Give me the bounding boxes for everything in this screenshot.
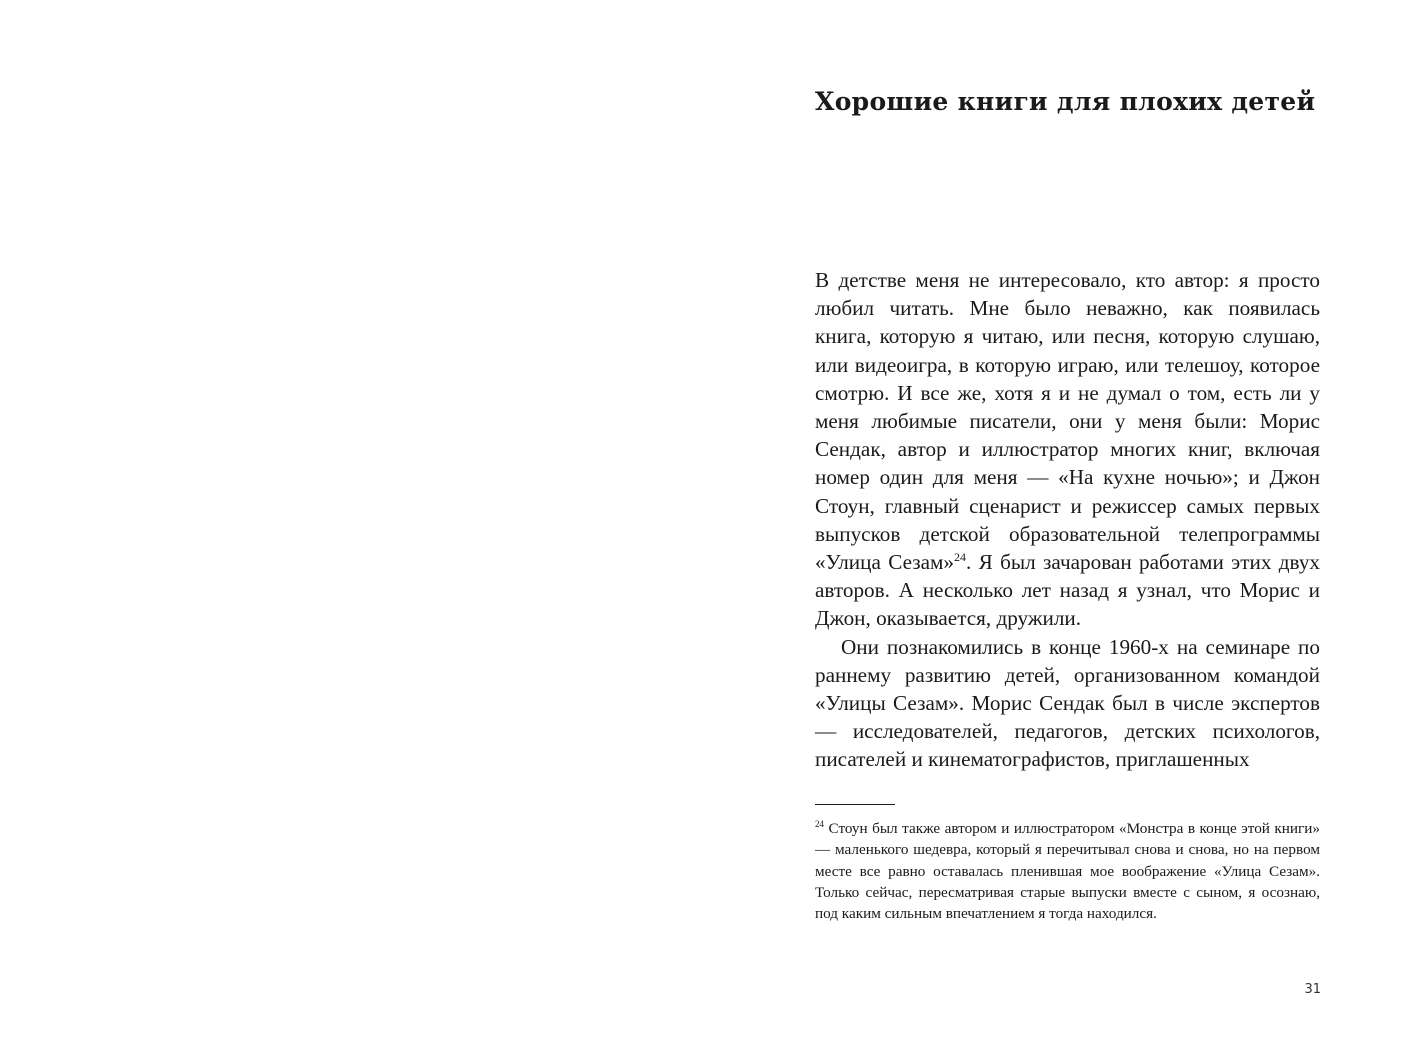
footnote-separator <box>815 804 895 805</box>
footnote-reference: 24 <box>954 549 967 564</box>
paragraph-2: Они познакомились в конце 1960-х на семинаре по раннему развитию детей, организованном командой «Улицы Сезам». Морис Сендак был в числе экспертов — исследователей, педагогов, детских психологов, писателей и кинематографистов, приглашенных <box>815 634 1320 772</box>
paragraph-1 <box>815 266 1320 633</box>
body-text <box>815 266 1320 774</box>
paragraph-1-text: В детстве меня не интересовало, кто автор: я просто любил читать. Мне было неважно, как появилась книга, которую я читаю, или песня, которую слушаю, или видеоигра, в которую играю, или телешоу, которое смотрю. И все же, хотя я и не думал о том, есть ли у меня любимые писатели, они у меня были: Морис Сендак, автор и иллюстратор многих книг, включая номер один для меня — «На кухне ночью»; и Джон Стоун, главный сценарист и режиссер самых первых выпусков детской образовательной телепрограммы «Улица Сезам» <box>815 268 1320 575</box>
right-page <box>705 0 1410 1050</box>
footnote-text: Стоун был также автором и иллюстратором «Монстра в конце этой книги» — маленького шедевра, который я перечитывал снова и снова, но на первом месте все равно оставалась пленившая мое воображение «Улица Сезам». Только сейчас, пересматривая старые выпуски вместе с сыном, я осознаю, под каким сильным впечатлением я тогда находился. <box>815 820 1321 923</box>
footnote-number: 24 <box>815 818 824 829</box>
footnote <box>815 818 1320 924</box>
chapter-title: Хорошие книги для плохих детей <box>815 87 1316 116</box>
page-number: 31 <box>1304 982 1321 997</box>
paragraph-1-continued: . Я был зачарован работами этих двух авторов. А несколько лет назад я узнал, что Морис и Джон, оказывается, дружили. <box>815 550 1321 631</box>
